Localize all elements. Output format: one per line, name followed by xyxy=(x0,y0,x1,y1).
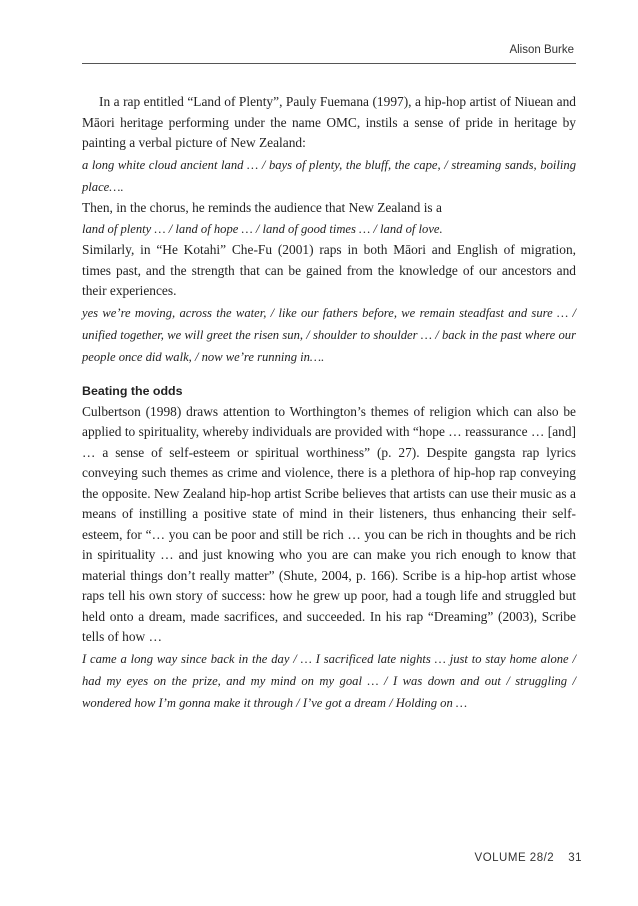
paragraph: Then, in the chorus, he reminds the audience that New Zealand is a xyxy=(82,199,442,215)
page-number: 31 xyxy=(568,852,582,864)
block-quote: land of plenty … / land of hope … / land of good times … / land of love. xyxy=(82,222,443,236)
block-quote: yes we’re moving, across the water, / like our fathers before, we remain steadfast and sure … / unified together, we will greet the risen sun, / shoulder to shoulder … / back in the past where our people once did walk, / now we’re running in…. xyxy=(82,305,576,364)
page-footer xyxy=(475,852,582,864)
paragraph: Culbertson (1998) draws attention to Worthington’s themes of religion which can also be applied to spirituality, whereby individuals are provided with “hope … reassurance … [and] … a sense of self-esteem or spiritual worthiness” (p. 27). Despite gangsta rap lyrics conveying such themes as crime and violence, there is a plethora of hip-hop rap conveying the opposite. New Zealand hip-hop artist Scribe believes that artists can use their music as a means of instilling a positive state of mind in their listeners, thus enhancing their self-esteem, for “… you can be poor and still be rich … you can be rich in thoughts and be rich in spirituality … and just knowing who you are can make you rich enough to know that material things don’t really matter” (Shute, 2004, p. 166). Scribe is a hip-hop artist whose raps tell his own story of success: how he grew up poor, had a tough life and struggled but held onto a dream, made sacrifices, and succeeded. In his rap “Dreaming” (2003), Scribe tells of how … xyxy=(82,403,576,644)
block-quote: I came a long way since back in the day / … I sacrificed late nights … just to stay home alone / had my eyes on the prize, and my mind on my goal … / I was down and out / struggling / wondered how I’m gonna make it through / I’ve got a dream / Holding on … xyxy=(82,651,576,710)
paragraph: In a rap entitled “Land of Plenty”, Pauly Fuemana (1997), a hip-hop artist of Niuean and Māori heritage performing under the name OMC, instils a sense of pride in heritage by painting a verbal picture of New Zealand: xyxy=(82,94,576,150)
running-header-author: Alison Burke xyxy=(509,44,574,56)
block-quote: a long white cloud ancient land … / bays of plenty, the bluff, the cape, / streaming sands, boiling place…. xyxy=(82,157,576,194)
section-heading: Beating the odds xyxy=(82,383,183,398)
header-divider xyxy=(82,63,576,64)
journal-volume: VOLUME 28/2 xyxy=(474,852,555,864)
body-text xyxy=(82,92,576,714)
paragraph: Similarly, in “He Kotahi” Che-Fu (2001) raps in both Māori and English of migration, times past, and the strength that can be gained from the knowledge of our ancestors and their experiences. xyxy=(82,242,576,298)
